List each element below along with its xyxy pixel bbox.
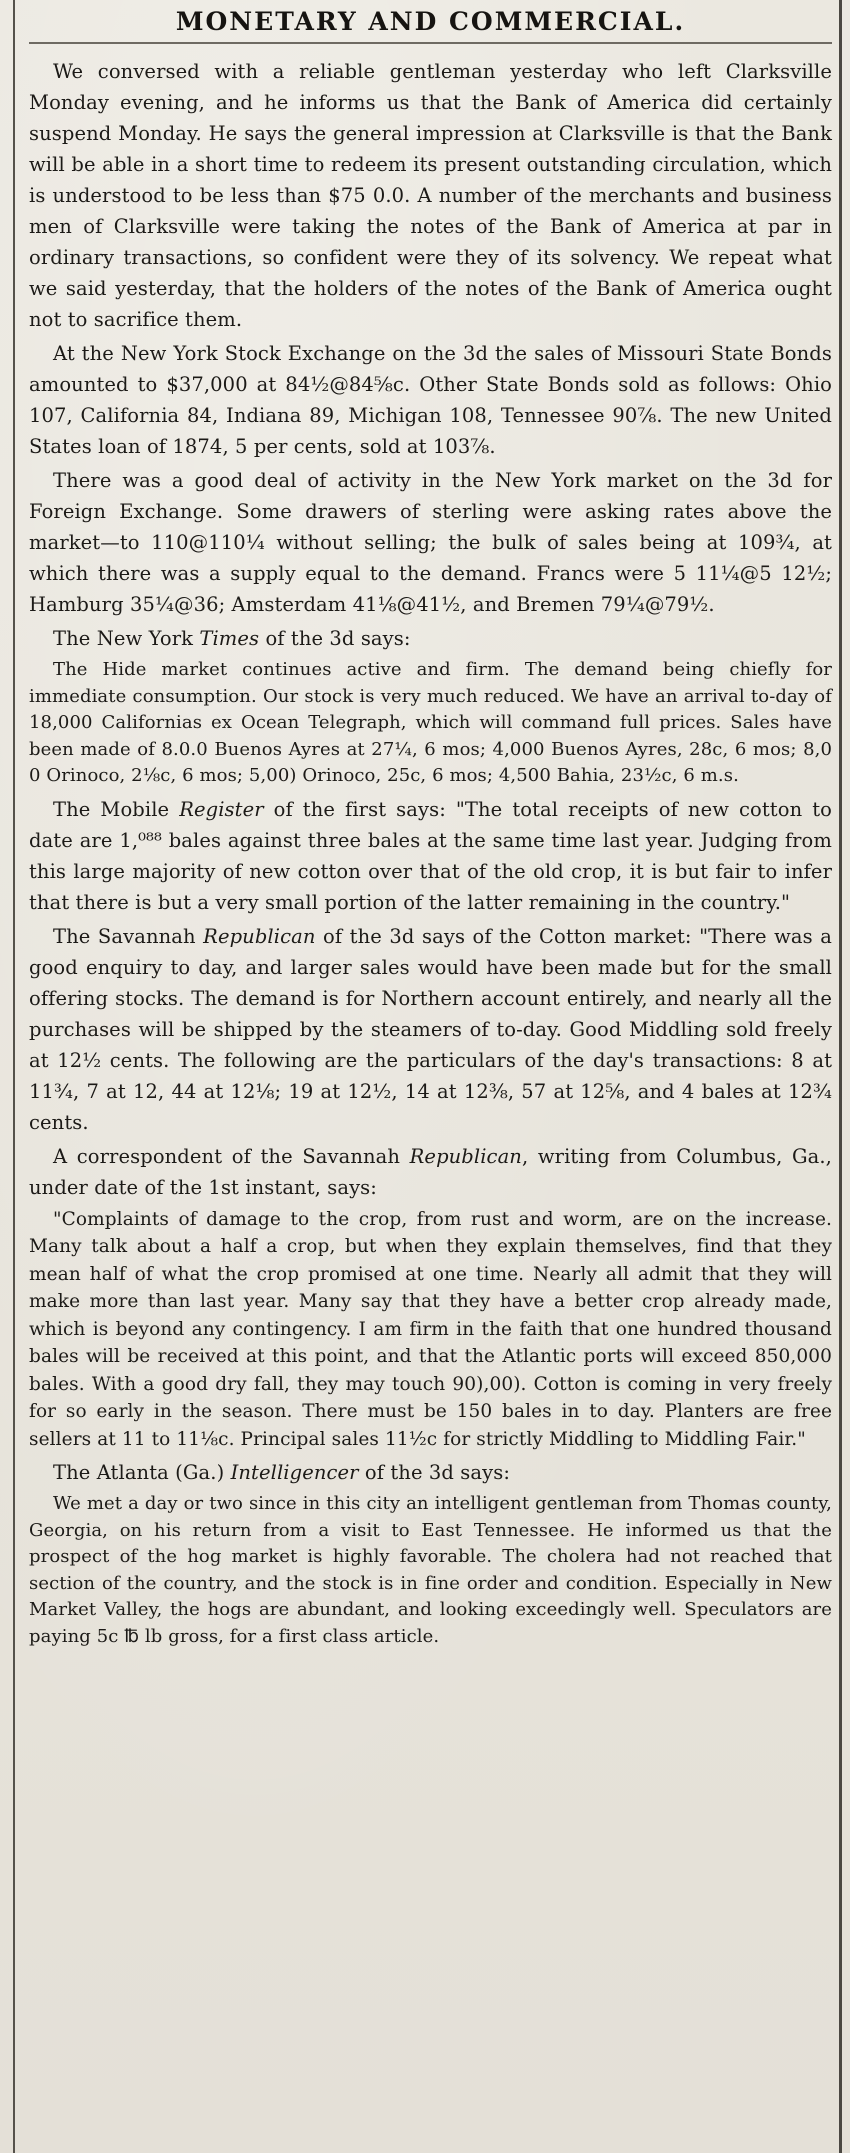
paragraph-body: , writing from Columbus, Ga., under date of the 1st instant, says: (29, 1144, 832, 1199)
paragraph-body: of the first says: "The total receipts of new cotton to date are 1,⁰⁸⁸ bales against three bales at the same time last year. Judging from this large majority of new cotton over that of the old crop, it is but fair to infer that there is but a very small portion of the latter remaining in the country." (29, 797, 832, 914)
attribution-tail: of the 3d says: (259, 627, 411, 650)
attribution-ny-times (29, 623, 832, 654)
publication-name: Register (179, 797, 264, 821)
publication-name: Times (199, 627, 260, 650)
attribution-lead: The New York (53, 627, 200, 650)
paragraph-savannah-cotton (29, 921, 832, 1138)
publication-name: Republican (203, 924, 316, 948)
paragraph-stock-exchange: At the New York Stock Exchange on the 3d the sales of Missouri State Bonds amounted to $37,000 at 84½@84⅝c. Other State Bonds sold as follows: Ohio 107, California 84, Indiana 89, Michigan 108, Tennessee 90⅞. The new United States loan of 1874, 5 per cents, sold at 103⅞. (29, 342, 832, 458)
paragraph-hog-market: We met a day or two since in this city an intelligent gentleman from Thomas county, Georgia, on his return from a visit to East Tennessee. He informed us that the prospect of the hog market is highly favorable. The cholera had not reached that section of the country, and the stock is in fine order and condition. Especially in New Market Valley, the hogs are abundant, and looking exceedingly well. Speculators are paying 5c ℔ lb gross, for a first class article. (29, 1493, 832, 1647)
attribution-atlanta-intelligencer (29, 1457, 832, 1488)
article-column (29, 6, 832, 1654)
column-rule-right (839, 0, 842, 2153)
paragraph-hide-market: The Hide market continues active and firm. The demand being chiefly for immediate consumption. Our stock is very much reduced. We have an arrival to-day of 18,000 Californias ex Ocean Telegraph, which will command full prices. Sales have been made of 8.0.0 Buenos Ayres at 27¼, 6 mos; 4,000 Buenos Ayres, 28c, 6 mos; 8,0 0 Orinoco, 2⅛c, 6 mos; 5,00) Orinoco, 25c, 6 mos; 4,500 Bahia, 23½c, 6 m.s. (29, 659, 832, 786)
column-rule-left (13, 0, 15, 2153)
attribution-lead: A correspondent of the Savannah (53, 1144, 410, 1168)
paragraph-columbus-correspondent (29, 1141, 832, 1203)
attribution-lead: The Mobile (53, 797, 180, 821)
attribution-tail: of the 3d says: (358, 1461, 510, 1484)
attribution-lead: The Savannah (53, 924, 204, 948)
publication-name: Republican (409, 1144, 522, 1168)
paragraph-bank-of-america: We conversed with a reliable gentleman yesterday who left Clarksville Monday evening, and he informs us that the Bank of America did certainly suspend Monday. He says the general impression at Clarksville is that the Bank will be able in a short time to redeem its present outstanding circulation, which is understood to be less than $75 0.0. A number of the merchants and business men of Clarksville were taking the notes of the Bank of America at par in ordinary transactions, so confident were they of its solvency. We repeat what we said yesterday, that the holders of the notes of the Bank of America ought not to sacrifice them. (29, 60, 832, 331)
attribution-lead: The Atlanta (Ga.) (53, 1461, 231, 1484)
paragraph-body: of the 3d says of the Cotton market: "There was a good enquiry to day, and larger sales would have been made but for the small offering stocks. The demand is for Northern account entirely, and nearly all the purchases will be shipped by the steamers of to-day. Good Middling sold freely at 12½ cents. The following are the particulars of the day's transactions: 8 at 11¾, 7 at 12, 44 at 12⅛; 19 at 12½, 14 at 12⅜, 57 at 12⅝, and 4 bales at 12¾ cents. (29, 924, 833, 1134)
headline: MONETARY AND COMMERCIAL. (29, 6, 832, 44)
publication-name: Intelligencer (230, 1461, 359, 1484)
paragraph-foreign-exchange: There was a good deal of activity in the New York market on the 3d for Foreign Exchange. Some drawers of sterling were asking rates above the market—to 110@110¼ without selling; the bulk of sales being at 109¾, at which there was a supply equal to the demand. Francs were 5 11¼@5 12½; Hamburg 35¼@36; Amsterdam 41⅛@41½, and Bremen 79¼@79½. (29, 469, 832, 616)
paragraph-crop-complaints: "Complaints of damage to the crop, from rust and worm, are on the increase. Many talk about a half a crop, but when they explain themselves, find that they mean half of what the crop promised at one time. Nearly all admit that they will make more than last year. Many say that they have a better crop already made, which is beyond any contingency. I am firm in the faith that one hundred thousand bales will be received at this point, and that the Atlantic ports will exceed 850,000 bales. With a good dry fall, they may touch 90),00). Cotton is coming in very freely for so early in the season. There must be 150 bales in to day. Planters are free sellers at 11 to 11⅛c. Principal sales 11½c for strictly Middling to Middling Fair." (29, 1208, 832, 1450)
paragraph-mobile-register (29, 794, 832, 918)
